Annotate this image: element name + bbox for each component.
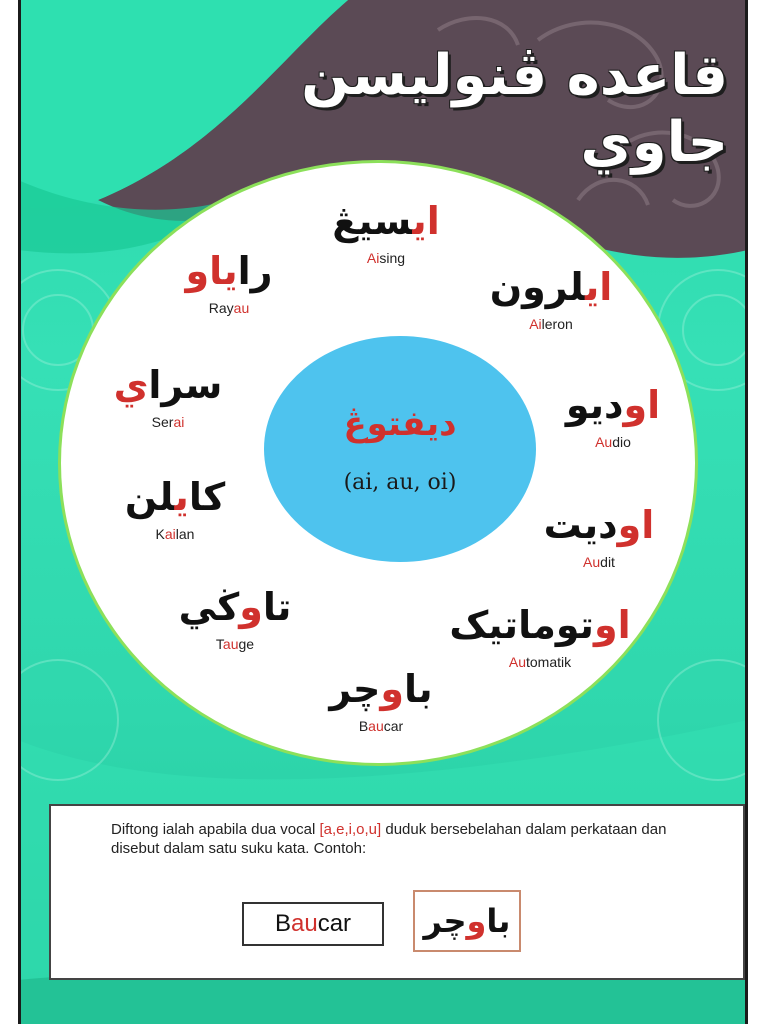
definition-box [49,804,745,980]
word-rumi: Audit [583,553,615,570]
word-jawi: باوچر [329,667,433,711]
center-circle [264,336,536,562]
word-automatik [440,604,640,670]
right-border [745,0,748,1024]
word-rumi: Kailan [155,525,195,542]
word-rayau [144,250,314,316]
center-subtitle: (ai, au, oi) [343,470,457,495]
word-aileron [466,266,636,332]
word-rumi: Serai [151,413,185,430]
word-jawi: ايسيڠ [332,199,440,243]
word-rumi: Tauge [215,635,255,652]
word-jawi: راياو [185,249,273,293]
word-audio [528,384,698,450]
word-aising [301,200,471,266]
word-jawi: ايلرون [489,265,613,309]
word-rumi: Baucar [358,717,404,734]
word-rumi: Automatik [508,653,572,670]
definition-text: Diftong ialah apabila dua vocal [a,e,i,o,u] duduk bersebelahan dalam perkataan dan disebut dalam satu suku kata. Contoh: [111,821,667,857]
word-rumi: Aileron [529,315,573,332]
word-audit [514,504,684,570]
word-jawi: سراي [113,363,223,407]
word-serai [83,364,253,430]
example-rumi-box: Baucar [242,902,384,946]
word-jawi: اوتوماتيک [449,603,631,647]
word-kailan [90,476,260,542]
poster-title: قاعده ڤنوليسن جاوي [301,43,728,176]
example-jawi-box: باوچر [413,890,521,952]
word-jawi: اوديو [565,383,661,427]
left-border [18,0,21,1024]
word-jawi: تاوڬي [178,585,292,629]
word-tauge [150,586,320,652]
word-jawi: اوديت [543,503,655,547]
word-rumi: Audio [595,433,631,450]
word-baucar [296,668,466,734]
center-title: ديفتوڠ [343,404,457,444]
word-jawi: کايلن [124,475,226,519]
poster [18,0,748,1024]
word-rumi: Rayau [208,299,250,316]
word-rumi: Aising [366,249,406,266]
